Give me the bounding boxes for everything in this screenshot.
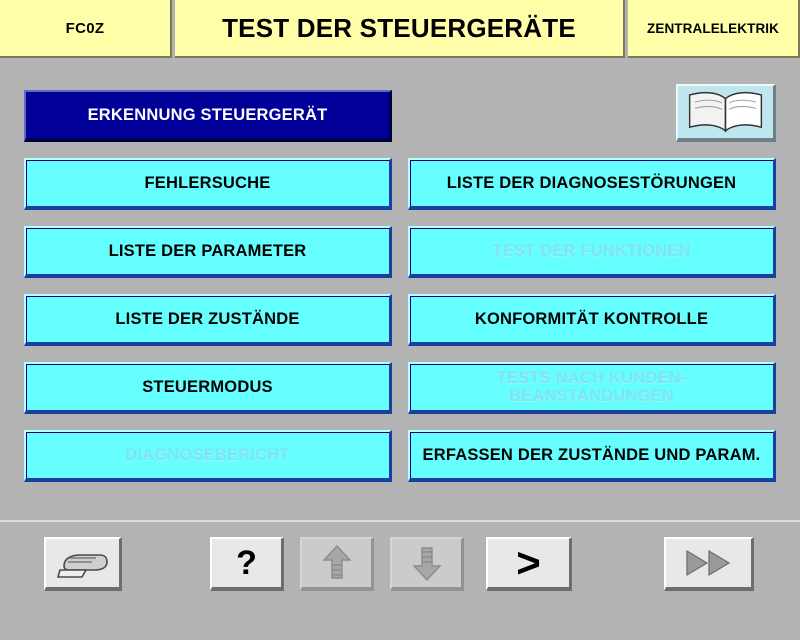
- scroll-down-button: [390, 537, 464, 591]
- button-label: TESTS NACH KUNDEN-BEANSTANDUNGEN: [496, 368, 687, 405]
- button-erfassen-der-zustaende-und-param[interactable]: [408, 430, 776, 482]
- open-book-icon[interactable]: [676, 84, 776, 142]
- button-steuermodus[interactable]: [24, 362, 392, 414]
- vehicle-code-text: FC0Z: [65, 19, 105, 37]
- footer-toolbar: [0, 520, 800, 640]
- button-label: LISTE DER ZUSTÄNDE: [115, 309, 300, 328]
- printer-icon: [56, 546, 110, 580]
- fast-forward-button[interactable]: [664, 537, 754, 591]
- button-erkennung-steuergeraet[interactable]: [24, 90, 392, 142]
- button-liste-der-zustaende[interactable]: [24, 294, 392, 346]
- button-label: FEHLERSUCHE: [144, 173, 271, 192]
- scroll-up-button: [300, 537, 374, 591]
- module-name-label: [628, 0, 800, 58]
- button-label: KONFORMITÄT KONTROLLE: [474, 309, 709, 328]
- confirm-button[interactable]: [486, 537, 572, 591]
- button-diagnosebericht: [24, 430, 392, 482]
- button-liste-der-parameter[interactable]: [24, 226, 392, 278]
- vehicle-code-label: [0, 0, 172, 58]
- question-mark-icon: ?: [236, 544, 257, 582]
- print-button[interactable]: [44, 537, 122, 591]
- help-button[interactable]: [210, 537, 284, 591]
- main-menu-panel: [0, 62, 800, 515]
- button-konformitaet-kontrolle[interactable]: [408, 294, 776, 346]
- button-test-der-funktionen: [408, 226, 776, 278]
- button-label: TEST DER FUNKTIONEN: [492, 241, 691, 260]
- double-triangle-right-icon: [683, 548, 735, 578]
- button-label: LISTE DER DIAGNOSESTÖRUNGEN: [446, 173, 737, 192]
- page-title: [175, 0, 625, 58]
- greater-than-icon: >: [516, 539, 541, 586]
- button-label: STEUERMODUS: [142, 377, 273, 396]
- button-liste-der-diagnosestoerungen[interactable]: [408, 158, 776, 210]
- button-label: ERKENNUNG STEUERGERÄT: [87, 105, 328, 124]
- button-label: LISTE DER PARAMETER: [108, 241, 307, 260]
- button-label: DIAGNOSEBERICHT: [125, 445, 290, 464]
- module-name-text: ZENTRALELEKTRIK: [647, 20, 779, 36]
- arrow-down-icon: [412, 544, 442, 582]
- page-title-text: TEST DER STEUERGERÄTE: [222, 12, 576, 43]
- button-tests-nach-kundenbeanstandungen: [408, 362, 776, 414]
- header-bar: [0, 0, 800, 58]
- arrow-up-icon: [322, 544, 352, 582]
- button-label: ERFASSEN DER ZUSTÄNDE UND PARAM.: [422, 445, 761, 464]
- button-fehlersuche[interactable]: [24, 158, 392, 210]
